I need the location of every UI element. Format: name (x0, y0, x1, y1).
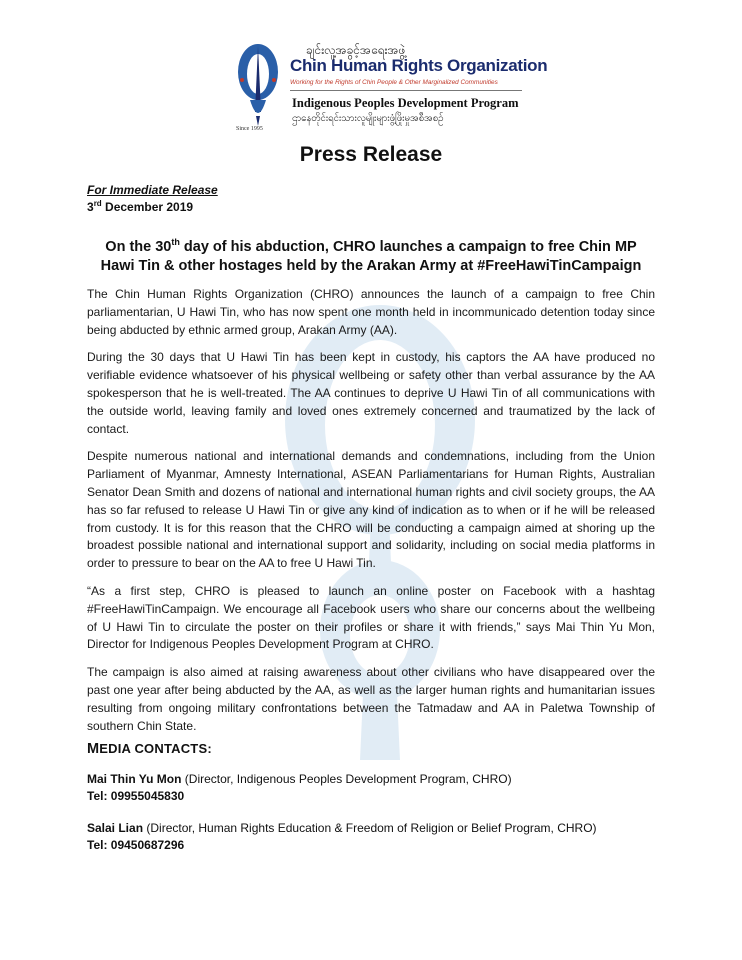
paragraph: During the 30 days that U Hawi Tin has been kept in custody, his captors the AA have produced no verifiable evidence whatsoever of his physical wellbeing or safety other than verbal assurance by the AA spokesperson that he is well-treated. The AA continues to deprive U Hawi Tin of all communications with the outside world, leaving family and loved ones extremely concerned and traumatized by the lack of contact. (87, 350, 655, 436)
release-day-suffix: rd (93, 199, 102, 208)
contact-phone: Tel: 09955045830 (87, 789, 185, 803)
body-text (87, 286, 655, 745)
header-divider (290, 90, 522, 91)
contact-role: (Director, Indigenous Peoples Development Program, CHRO) (181, 772, 512, 786)
media-contacts-heading (87, 741, 212, 757)
headline-line2: Hawi Tin & other hostages held by the Arakan Army at #FreeHawiTinCampaign (100, 257, 642, 274)
paragraph: Despite numerous national and international demands and condemnations, including from the Union Parliament of Myanmar, Amnesty International, ASEAN Parliamentarians for Human Rights, Australian Senator Dean Smith and dozens of national and international human rights and civil society groups, the AA has so far refused to release U Hawi Tin or give any kind of indication as to when or if he will be released from custody. It is for this reason that the CHRO will be conducting a campaign aimed at shoring up the broadest possible national and international support and solidarity, including on social media platforms in order to pressure to bear on the AA to free U Hawi Tin. (87, 449, 655, 571)
media-contacts-heading-rest: EDIA CONTACTS: (99, 741, 212, 756)
release-date (87, 199, 193, 214)
organization-name: Chin Human Rights Organization (290, 56, 548, 75)
contact-entry (87, 771, 657, 805)
headline-part2: day of his abduction, CHRO launches a campaign to free Chin MP (179, 238, 637, 255)
since-label: Since 1995 (236, 126, 263, 132)
paragraph: The campaign is also aimed at raising awareness about other civilians who have disappeared over the past one year after being abducted by the AA, as well as the larger human rights and humanitarian issues resulting from ongoing military confrontations between the Tatmadaw and AA in Paletwa Township of southern Chin State. (87, 665, 655, 733)
media-contacts-heading-initial: M (87, 741, 100, 757)
paragraph: “As a first step, CHRO is pleased to launch an online poster on Facebook with a hashtag #FreeHawiTinCampaign. We encourage all Facebook users who share our concerns about the wellbeing of U Hawi Tin to circulate the poster on their profiles or share it with friends,” says Mai Thin Yu Mon, Director for Indigenous Peoples Development Program at CHRO. (87, 583, 655, 652)
headline-sup: th (171, 237, 180, 247)
headline (70, 233, 672, 276)
organization-name-burmese: ချင်းလူ့အခွင့်အရေးအဖွဲ့ (306, 43, 406, 57)
headline-part1: On the 30 (105, 238, 172, 255)
organization-tagline: Working for the Rights of Chin People & Other Marginalized Communities (290, 79, 498, 86)
organization-logo (232, 40, 548, 140)
feather-pen-emblem-icon (232, 40, 284, 136)
paragraph: The Chin Human Rights Organization (CHRO) announces the launch of a campaign to free Chin parliamentarian, U Hawi Tin, who has now spent one month held in incommunicado detention today since being abducted by ethnic armed group, Arakan Army (AA). (87, 287, 655, 337)
release-day: 3 (87, 200, 94, 214)
program-name-burmese: ဌာနေတိုင်းရင်းသားလူမျိုးများဖွံ့ဖြိုးမှုအစီအစဉ် (292, 113, 444, 124)
page-title: Press Release (299, 143, 443, 166)
release-label: For Immediate Release (87, 183, 218, 197)
contact-phone: Tel: 09450687296 (87, 838, 185, 852)
release-month-year: December 2019 (101, 200, 194, 214)
contact-name: Mai Thin Yu Mon (87, 772, 182, 786)
contact-name: Salai Lian (87, 821, 144, 835)
program-name: Indigenous Peoples Development Program (292, 96, 519, 110)
contact-role: (Director, Human Rights Education & Freedom of Religion or Belief Program, CHRO) (143, 821, 597, 835)
contact-entry (87, 820, 657, 854)
